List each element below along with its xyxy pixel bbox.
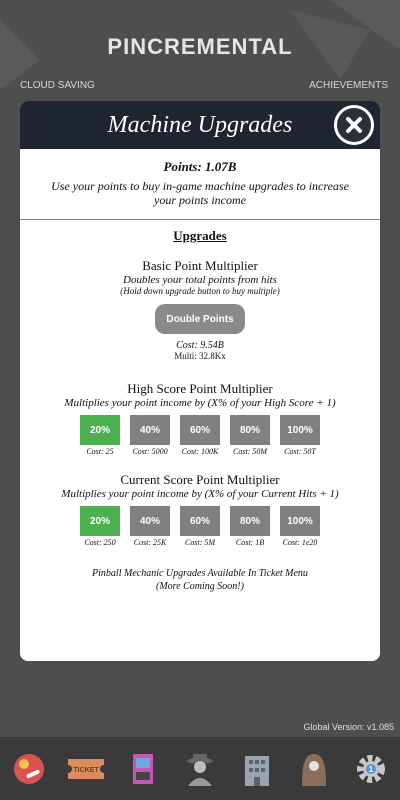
high-score-tier-20-button[interactable]: 20% (80, 415, 120, 445)
basic-multiplier-title: Basic Point Multiplier (142, 258, 258, 273)
tier-item (280, 415, 320, 456)
tier-item (230, 415, 270, 456)
tier-item (130, 415, 170, 456)
tier-item (180, 506, 220, 547)
high-score-tier-40-button[interactable]: 40% (130, 415, 170, 445)
high-score-tier-80-button[interactable]: 80% (230, 415, 270, 445)
machine-upgrades-modal (20, 101, 380, 661)
tier-cost: Cost: 1B (235, 538, 265, 547)
basic-cost: Cost: 9.54B (176, 340, 224, 351)
modal-header (20, 101, 380, 149)
current-score-multiplier-title: Current Score Point Multiplier (120, 472, 280, 487)
reaper-icon (299, 752, 329, 786)
tier-cost: Cost: 100K (181, 447, 219, 456)
building-icon (241, 752, 273, 786)
version-label: Global Version: v1.085 (303, 722, 394, 732)
upgrades-heading: Upgrades (173, 228, 227, 243)
nav-settings-button[interactable] (351, 749, 391, 789)
footer-note (20, 567, 380, 593)
high-score-multiplier-title: High Score Point Multiplier (127, 381, 273, 396)
tier-item (80, 506, 120, 547)
nav-pinball-button[interactable] (9, 749, 49, 789)
pinball-icon (12, 752, 46, 786)
current-score-tier-80-button[interactable]: 80% (230, 506, 270, 536)
app-title: PINCREMENTAL (107, 34, 293, 59)
close-button[interactable] (334, 105, 374, 145)
double-points-button[interactable]: Double Points (155, 304, 245, 334)
high-score-tier-60-button[interactable]: 60% (180, 415, 220, 445)
nav-reaper-button[interactable] (294, 749, 334, 789)
current-score-tier-100-button[interactable]: 100% (280, 506, 320, 536)
nav-arcade-button[interactable] (123, 749, 163, 789)
tier-cost: Cost: 50T (284, 447, 316, 456)
current-score-multiplier-desc: Multiplies your point income by (X% of your Current Hits + 1) (61, 488, 339, 500)
settings-icon (354, 752, 388, 786)
tier-item (180, 415, 220, 456)
tier-cost: Cost: 250 (84, 538, 116, 547)
tier-item (130, 506, 170, 547)
basic-multiplier-desc: Doubles your total points from hits (123, 274, 277, 286)
ticket-icon-text: TICKET (73, 766, 99, 774)
tier-cost: Cost: 25K (133, 538, 167, 547)
current-score-tier-20-button[interactable]: 20% (80, 506, 120, 536)
ticket-icon (66, 757, 106, 781)
basic-multi: Multi: 32.8Kx (174, 351, 226, 361)
close-icon (345, 116, 363, 134)
nav-ticket-button[interactable] (66, 749, 106, 789)
current-score-tier-60-button[interactable]: 60% (180, 506, 220, 536)
bottom-nav (0, 737, 400, 800)
tier-cost: Cost: 1e20 (282, 538, 318, 547)
high-score-multiplier-desc: Multiplies your point income by (X% of your High Score + 1) (64, 397, 336, 409)
footer-note-line1: Pinball Mechanic Upgrades Available In Ticket Menu (92, 568, 308, 579)
spy-icon (184, 752, 216, 786)
nav-building-button[interactable] (237, 749, 277, 789)
divider (20, 219, 380, 220)
points-display: Points: 1.07B (163, 159, 237, 174)
tier-item (280, 506, 320, 547)
tier-cost: Cost: 5000 (132, 447, 168, 456)
nav-spy-button[interactable] (180, 749, 220, 789)
tier-cost: Cost: 25 (86, 447, 114, 456)
high-score-tier-100-button[interactable]: 100% (280, 415, 320, 445)
tier-item (80, 415, 120, 456)
basic-multiplier-note: (Hold down upgrade button to buy multiple) (120, 286, 280, 296)
high-score-tiers (20, 415, 380, 456)
arcade-machine-icon (131, 752, 155, 786)
tier-cost: Cost: 5M (185, 538, 215, 547)
modal-title: Machine Upgrades (107, 111, 293, 138)
tier-item (230, 506, 270, 547)
current-score-tier-40-button[interactable]: 40% (130, 506, 170, 536)
settings-badge: 1 (369, 764, 374, 774)
current-score-tiers (20, 506, 380, 547)
intro-text: Use your points to buy in-game machine upgrades to increase your points income (51, 179, 349, 207)
achievements-button[interactable]: ACHIEVEMENTS (309, 80, 388, 91)
footer-note-line2: (More Coming Soon!) (156, 581, 244, 592)
tier-cost: Cost: 50M (233, 447, 267, 456)
cloud-saving-button[interactable]: CLOUD SAVING (20, 80, 95, 91)
